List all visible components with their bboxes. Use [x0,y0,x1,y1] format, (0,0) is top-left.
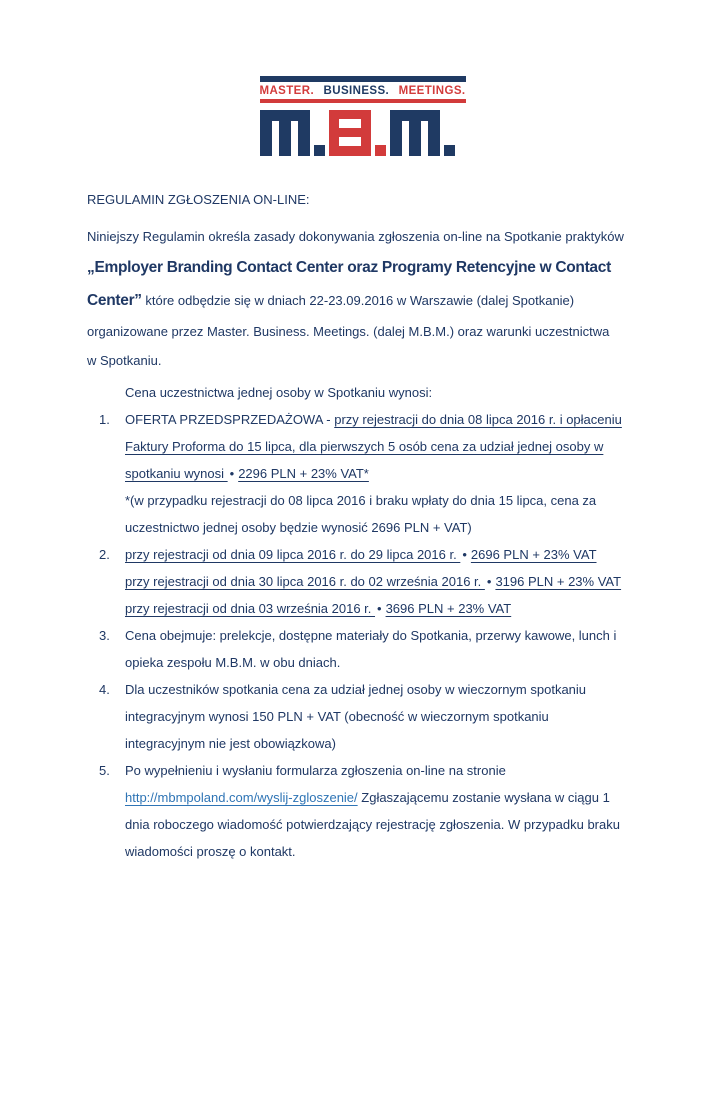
list-item-price-tiers [87,541,638,622]
price-tier-row [125,541,638,568]
tier-period-text: przy rejestracji od dnia 09 lipca 2016 r. do 29 lipca 2016 r. [125,547,461,562]
registration-link[interactable]: http://mbmpoland.com/wyslij-zgloszenie/ [125,790,358,805]
logo-top-bar [260,76,466,82]
evening-event-line: integracyjnym wynosi 150 PLN + VAT (obecność w wieczornym spotkaniu [125,709,549,724]
confirmation-line: wiadomości proszę o kontakt. [125,844,296,859]
tier-price-text: 3196 PLN + 23% VAT [495,574,622,589]
intro-paragraph [87,222,638,375]
list-item-price-includes [87,622,638,676]
presale-terms-text: spotkaniu wynosi [125,466,228,481]
tier-price-text: 3696 PLN + 23% VAT [385,601,512,616]
evening-event-line: integracyjnym nie jest obowiązkowa) [125,736,336,751]
wordmark-business: BUSINESS. [323,84,390,98]
price-tier-row [125,568,638,595]
price-intro: Cena uczestnictwa jednej osoby w Spotkaniu wynosi: [125,385,433,400]
bullet-icon: • [229,466,235,481]
confirmation-line [125,784,638,811]
event-details-text: które odbędzie się w dniach 22-23.09.2016 w Warszawie (dalej Spotkanie) [141,293,575,308]
list-item-number: 5. [99,763,110,778]
list-item-number: 4. [99,682,110,697]
confirmation-line: Po wypełnieniu i wysłaniu formularza zgłoszenia on-line na stronie [125,763,506,778]
pricing-list [87,406,638,865]
tier-period-text: przy rejestracji od dnia 30 lipca 2016 r. do 02 września 2016 r. [125,574,485,589]
presale-terms-text: przy rejestracji do dnia 08 lipca 2016 r. i opłaceniu [334,412,622,427]
monogram-letter-b-icon [329,110,371,156]
evening-event-line: Dla uczestników spotkania cena za udział jednej osoby w wieczornym spotkaniu [125,682,587,697]
bullet-icon: • [377,601,382,616]
monogram-dot-icon [375,145,386,156]
confirmation-text: Zgłaszającemu zostanie wysłana w ciągu 1 [357,790,610,805]
presale-price-text: 2296 PLN + 23% VAT* [238,466,369,481]
logo-red-bar [260,99,466,103]
presale-label: OFERTA PRZEDSPRZEDAŻOWA - [125,412,335,427]
presale-line [125,433,638,460]
wordmark-master: MASTER. [259,84,315,98]
logo-monogram [260,110,466,156]
document-title: REGULAMIN ZGŁOSZENIA ON-LINE: [87,192,310,207]
bullet-icon: • [486,574,492,589]
intro-line: Niniejszy Regulamin określa zasady dokonywania zgłoszenia on-line na Spotkanie praktyków [87,229,624,244]
presale-footnote: *(w przypadku rejestracji do 08 lipca 2016 i braku wpłaty do dnia 15 lipca, cena za [125,493,597,508]
list-item-presale-offer [87,406,638,541]
list-item-number: 3. [99,628,110,643]
list-item-number: 1. [99,412,110,427]
includes-line: Cena obejmuje: prelekcje, dostępne materiały do Spotkania, przerwy kawowe, lunch i [125,628,617,643]
tier-price-text: 2696 PLN + 23% VAT [470,547,597,562]
intro-line [87,284,638,317]
presale-footnote: uczestnictwo jednej osoby będzie wynosić 2696 PLN + VAT) [125,520,472,535]
wordmark-meetings: MEETINGS. [398,84,466,98]
intro-line: w Spotkaniu. [87,353,162,368]
monogram-letter-m-icon [390,110,440,156]
intro-line: organizowane przez Master. Business. Meetings. (dalej M.B.M.) oraz warunki uczestnictwa [87,324,610,339]
list-item-evening-event [87,676,638,757]
logo-wordmark [260,85,466,98]
monogram-letter-m-icon [260,110,310,156]
intro-line [87,251,638,284]
monogram-dot-icon [314,145,325,156]
presale-line [125,406,638,433]
list-item-registration-confirmation [87,757,638,865]
presale-terms-text: Faktury Proforma do 15 lipca, dla pierwszych 5 osób cena za udział jednej osoby w [125,439,604,454]
mbm-logo [260,76,466,156]
monogram-dot-icon [444,145,455,156]
price-tier-row [125,595,638,622]
includes-line: opieka zespołu M.B.M. w obu dniach. [125,655,341,670]
list-item-number: 2. [99,547,110,562]
event-title-bold: Center” [87,292,142,309]
confirmation-line: dnia roboczego wiadomość potwierdzający rejestrację zgłoszenia. W przypadku braku [125,817,620,832]
event-title-bold: „Employer Branding Contact Center oraz Programy Retencyjne w Contact [87,259,611,276]
bullet-icon: • [462,547,467,562]
tier-period-text: przy rejestracji od dnia 03 września 2016 r. [125,601,376,616]
presale-line [125,460,638,487]
document-page [0,76,725,1100]
